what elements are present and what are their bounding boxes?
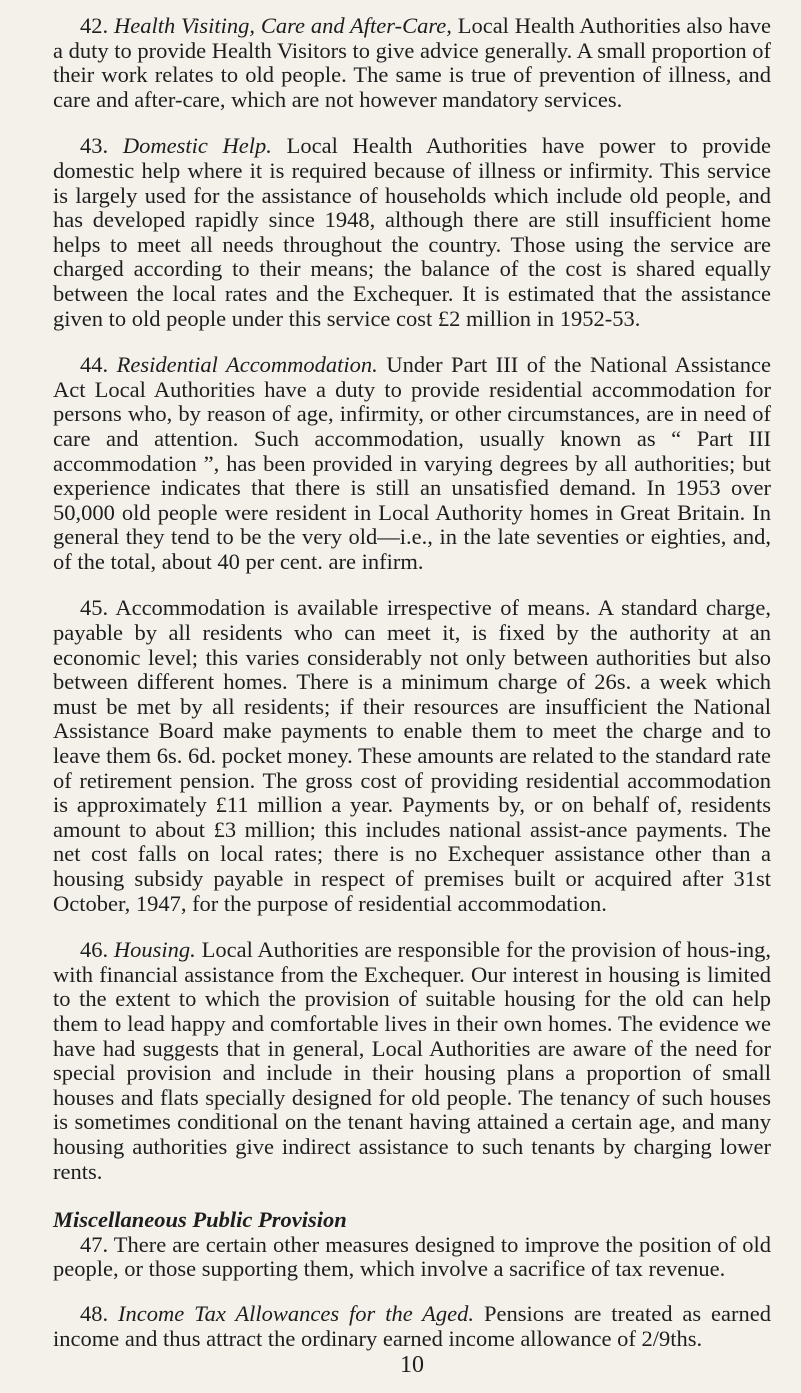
paragraph-heading: Domestic Help. (122, 133, 272, 159)
paragraph-number: 45. (80, 595, 109, 621)
paragraph-number: 48. (80, 1300, 109, 1326)
paragraph-46 (53, 938, 771, 1184)
paragraph-text: Local Authorities are responsible for the provision of hous-ing, with financial assistance from the Exchequer. Our interest in housing is limited to the extent to which the provision of suitable housing for the old can help them to lead happy and comfortable lives in their own homes. The evidence we have had suggests that in general, Local Authorities are aware of the need for special provision and include in their housing plans a proportion of small houses and flats specially designed for old people. The tenancy of such houses is sometimes conditional on the tenant having attained a certain age, and many housing authorities give indirect assistance to such tenants by charging lower rents. (53, 937, 771, 1184)
paragraph-number: 46. (80, 937, 109, 963)
paragraph-42 (53, 14, 771, 112)
paragraph-heading: Housing. (113, 937, 196, 963)
paragraph-44 (53, 353, 771, 574)
paragraph-number: 44. (80, 352, 109, 378)
paragraph-text: Local Health Authorities have power to provide domestic help where it is required because of illness or infirmity. This service is largely used for the assistance of households which include old people, and has developed rapidly since 1948, although there are still insufficient home helps to meet all needs throughout the country. Those using the service are charged according to their means; the balance of the cost is shared equally between the local rates and the Exchequer. It is estimated that the assistance given to old people under this service cost £2 million in 1952-53. (53, 133, 772, 331)
paragraph-number: 47. (80, 1231, 109, 1257)
section-heading: Miscellaneous Public Provision (53, 1207, 347, 1233)
paragraph-43 (53, 134, 771, 331)
paragraph-heading: Health Visiting, Care and After-Care, (113, 13, 452, 38)
paragraph-48 (53, 1302, 771, 1351)
paragraph-text: Accommodation is available irrespective of means. A standard charge, payable by all residents who can meet it, is fixed by the authority at an economic level; this varies considerably not only between authorities but also between different homes. There is a minimum charge of 26s. a week which must be met by all residents; if their resources are insufficient the National Assistance Board make payments to enable them to meet the charge and to leave them 6s. 6d. pocket money. These amounts are related to the standard rate of retirement pension. The gross cost of providing residential accommodation is approximately £11 million a year. Payments by, or on behalf of, residents amount to about £3 million; this includes national assist-ance payments. The net cost falls on local rates; there is no Exchequer assistance other than a housing subsidy payable in respect of premises built or acquired after 31st October, 1947, for the purpose of residential accommodation. (53, 595, 771, 916)
paragraph-text: Local Health Authorities also have a duty to provide Health Visitors to give advice generally. A small proportion of their work relates to old people. The same is true of prevention of illness, and care and after-care, which are not however mandatory services. (53, 13, 771, 112)
page-number: 10 (400, 1352, 424, 1379)
paragraph-number: 42. (80, 13, 109, 38)
paragraph-heading: Income Tax Allowances for the Aged. (118, 1300, 475, 1326)
paragraph-number: 43. (80, 133, 109, 159)
paragraph-heading: Residential Accommodation. (116, 352, 378, 378)
paragraph-47 (53, 1233, 771, 1282)
paragraph-text: There are certain other measures designed to improve the position of old people, or those supporting them, which involve a sacrifice of tax revenue. (53, 1231, 771, 1282)
paragraph-45 (53, 596, 771, 916)
paragraph-text: Under Part III of the National Assistance Act Local Authorities have a duty to provide residential accommodation for persons who, by reason of age, infirmity, or other circumstances, are in need of care and attention. Such accommodation, usually known as “ Part III accommodation ”, has been provided in varying degrees by all authorities; but experience indicates that there is still an unsatisfied demand. In 1953 over 50,000 old people were resident in Local Authority homes in Great Britain. In general they tend to be the very old—i.e., in the late seventies or eighties, and, of the total, about 40 per cent. are infirm. (53, 352, 772, 574)
paragraph-text: Pensions are treated as earned income and thus attract the ordinary earned income allowance of 2/9ths. (53, 1300, 772, 1351)
